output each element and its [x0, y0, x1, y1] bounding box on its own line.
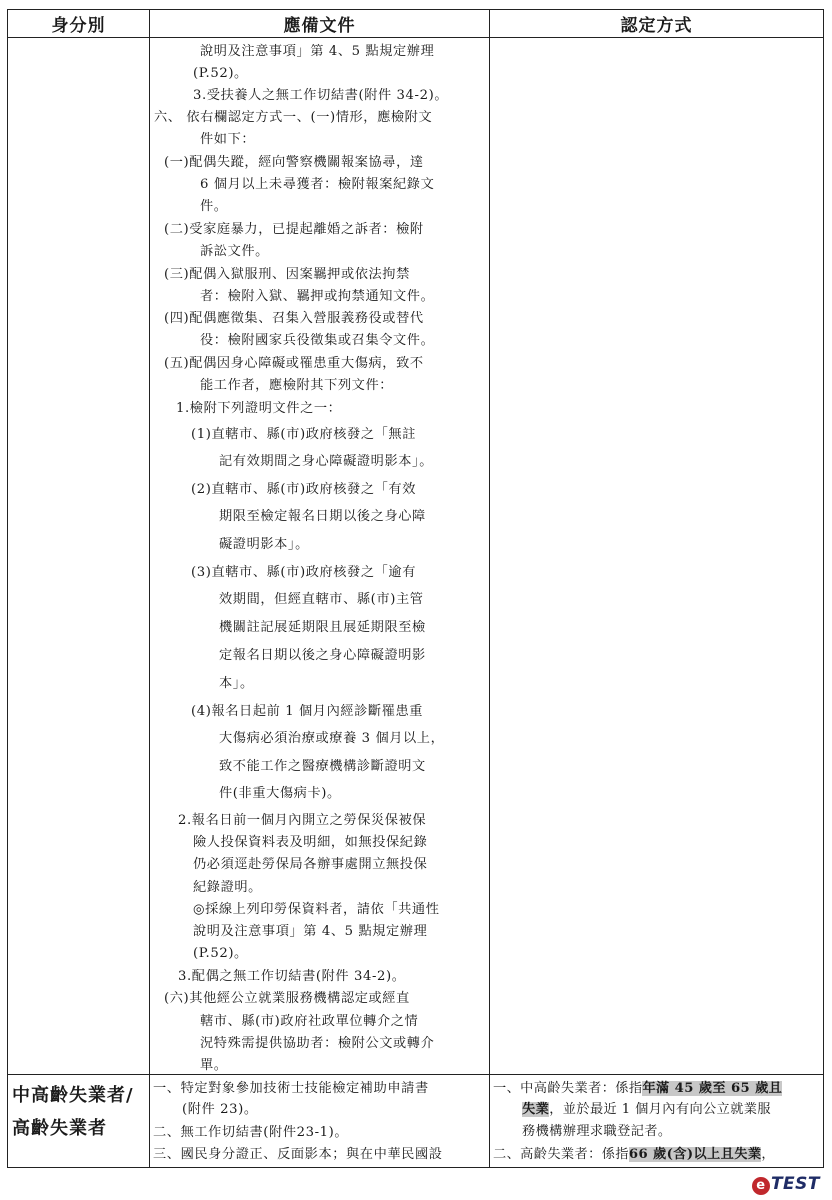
doc-line: (附件 23)。 — [182, 1102, 258, 1117]
doc-line: (2)直轄市、縣(市)政府核發之「有效 — [191, 482, 416, 497]
doc-line: 說明及注意事項」第 4、5 點規定辦理 — [200, 44, 435, 59]
doc-line: 大傷病必須治療或療養 3 個月以上， — [219, 731, 445, 746]
doc-line: 者：檢附入獄、羈押或拘禁通知文件。 — [200, 289, 435, 304]
header-criteria: 認定方式 — [490, 10, 824, 38]
doc-line: 機關註記展延期限且展延期限至檢 — [219, 620, 426, 635]
criteria-cell — [490, 1075, 824, 1168]
doc-line: 件如下： — [200, 132, 256, 147]
doc-line: (三)配偶入獄服刑、因案羈押或依法拘禁 — [164, 267, 410, 282]
highlight: 年滿 45 歲至 65 歲且 — [642, 1081, 783, 1096]
doc-line: 仍必須逕赴勞保局各辦事處開立無投保 — [193, 857, 428, 872]
doc-line: 1.檢附下列證明文件之一： — [176, 401, 342, 416]
doc-line: 訴訟文件。 — [200, 244, 269, 259]
identity-line: 高齡失業者 — [12, 1118, 107, 1139]
doc-line: 本」。 — [219, 676, 254, 691]
doc-line: 件。 — [200, 199, 228, 214]
doc-line: (P.52)。 — [193, 946, 248, 961]
doc-line: 二、無工作切結書(附件23-1)。 — [153, 1125, 349, 1140]
criteria-line: 失業，並於最近 1 個月內有向公立就業服 — [522, 1102, 771, 1117]
doc-line: 2.報名日前一個月內開立之勞保災保被保 — [178, 813, 427, 828]
documents-cell — [150, 1075, 490, 1168]
doc-line: 紀錄證明。 — [193, 880, 262, 895]
identity-line: 中高齡失業者/ — [12, 1085, 134, 1106]
doc-line: 3.受扶養人之無工作切結書(附件 34-2)。 — [193, 88, 449, 103]
doc-line: (1)直轄市、縣(市)政府核發之「無註 — [191, 427, 416, 442]
doc-line: 一、特定對象參加技術士技能檢定補助申請書 — [153, 1081, 429, 1096]
doc-line: 三、國民身分證正、反面影本；與在中華民國設 — [153, 1147, 443, 1162]
doc-line: 件(非重大傷病卡)。 — [219, 786, 341, 801]
documents-list — [150, 38, 489, 1074]
identity-cell — [8, 1075, 150, 1168]
doc-line: 六、 依右欄認定方式一、(一)情形，應檢附文 — [154, 110, 433, 125]
doc-line: 單。 — [200, 1058, 228, 1073]
requirements-table — [7, 9, 824, 1168]
doc-line: 礙證明影本」。 — [219, 537, 309, 552]
table-row — [8, 38, 824, 1075]
documents-list — [150, 1075, 489, 1167]
doc-line: 3.配偶之無工作切結書(附件 34-2)。 — [178, 969, 406, 984]
doc-line: ◎採線上列印勞保資料者，請依「共通性 — [193, 902, 440, 917]
doc-line: (六)其他經公立就業服務機構認定或經直 — [164, 991, 410, 1006]
header-identity: 身分別 — [8, 10, 150, 38]
etest-logo: e TEST — [752, 1174, 820, 1195]
identity-label — [8, 1075, 149, 1145]
doc-line: 致不能工作之醫療機構診斷證明文 — [219, 759, 426, 774]
doc-line: (一)配偶失蹤，經向警察機關報案協尋，達 — [164, 155, 424, 170]
doc-line: 6 個月以上未尋獲者：檢附報案紀錄文 — [200, 177, 435, 192]
doc-line: (五)配偶因身心障礙或罹患重大傷病，致不 — [164, 356, 424, 371]
identity-cell-empty — [8, 38, 150, 1075]
doc-line: 記有效期間之身心障礙證明影本」。 — [219, 454, 433, 469]
doc-line: 況特殊需提供協助者：檢附公文或轉介 — [200, 1036, 435, 1051]
doc-line: 役：檢附國家兵役徵集或召集令文件。 — [200, 333, 435, 348]
doc-line: (4)報名日起前 1 個月內經診斷罹患重 — [191, 704, 424, 719]
header-documents: 應備文件 — [150, 10, 490, 38]
criteria-line: 一、中高齡失業者：係指年滿 45 歲至 65 歲且 — [493, 1081, 783, 1096]
doc-line: 期限至檢定報名日期以後之身心障 — [219, 509, 426, 524]
doc-line: (四)配偶應徵集、召集入營服義務役或替代 — [164, 311, 424, 326]
doc-line: 轄市、縣(市)政府社政單位轉介之情 — [200, 1014, 419, 1029]
doc-line: (二)受家庭暴力，已提起離婚之訴者：檢附 — [164, 222, 424, 237]
doc-line: 效期間，但經直轄市、縣(市)主管 — [219, 592, 424, 607]
criteria-line: 二、高齡失業者：係指66 歲(含)以上且失業， — [493, 1147, 776, 1162]
doc-line: 險人投保資料表及明細，如無投保紀錄 — [193, 835, 428, 850]
criteria-text — [490, 1075, 823, 1167]
doc-line: 定報名日期以後之身心障礙證明影 — [219, 648, 426, 663]
doc-line: 能工作者，應檢附其下列文件： — [200, 378, 394, 393]
criteria-line: 務機構辦理求職登記者。 — [522, 1124, 672, 1139]
doc-line: (3)直轄市、縣(市)政府核發之「逾有 — [191, 565, 416, 580]
documents-cell — [150, 38, 490, 1075]
criteria-cell-empty — [490, 38, 824, 1075]
highlight: 失業 — [522, 1102, 550, 1117]
highlight: 66 歲(含)以上且失業 — [628, 1147, 762, 1162]
table-header-row — [8, 10, 824, 38]
doc-line: 說明及注意事項」第 4、5 點規定辦理 — [193, 924, 428, 939]
table-row — [8, 1075, 824, 1168]
doc-line: (P.52)。 — [193, 66, 248, 81]
